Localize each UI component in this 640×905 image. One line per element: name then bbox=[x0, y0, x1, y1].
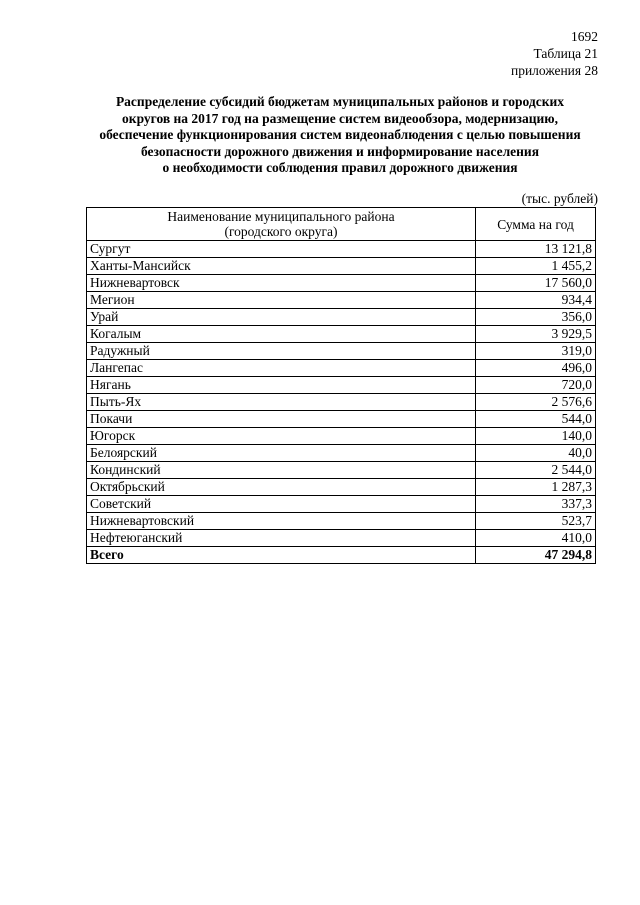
table-row bbox=[87, 292, 596, 309]
table-row bbox=[87, 513, 596, 530]
row-name-cell: Нефтеюганский bbox=[87, 530, 476, 547]
annex-label: приложения 28 bbox=[510, 63, 598, 78]
row-sum-cell: 1 287,3 bbox=[476, 479, 596, 496]
table-row bbox=[87, 479, 596, 496]
row-sum-cell: 410,0 bbox=[476, 530, 596, 547]
row-name-cell: Белоярский bbox=[87, 445, 476, 462]
row-name-cell: Советский bbox=[87, 496, 476, 513]
table-row bbox=[87, 275, 596, 292]
table-row bbox=[87, 530, 596, 547]
row-name-cell: Мегион bbox=[87, 292, 476, 309]
title-line: Распределение субсидий бюджетам муниципальных районов и городских bbox=[115, 94, 565, 109]
row-sum-cell: 3 929,5 bbox=[476, 326, 596, 343]
column-header-name-line1: Наименование муниципального района bbox=[167, 209, 395, 224]
table-row bbox=[87, 394, 596, 411]
table-row bbox=[87, 258, 596, 275]
row-name-cell: Покачи bbox=[87, 411, 476, 428]
title-line: безопасности дорожного движения и информирование населения bbox=[140, 143, 540, 159]
row-sum-cell: 2 544,0 bbox=[476, 462, 596, 479]
row-sum-cell: 40,0 bbox=[476, 445, 596, 462]
row-name-cell: Сургут bbox=[87, 241, 476, 258]
row-name-cell: Кондинский bbox=[87, 462, 476, 479]
title-line: округов на 2017 год на размещение систем видеообзора, модернизацию, bbox=[122, 110, 558, 126]
row-name-cell: Нягань bbox=[87, 377, 476, 394]
total-row bbox=[87, 547, 596, 564]
table-label: Таблица 21 bbox=[533, 46, 598, 61]
units-note: (тыс. рублей) bbox=[521, 191, 598, 206]
row-name-cell: Когалым bbox=[87, 326, 476, 343]
row-sum-cell: 319,0 bbox=[476, 343, 596, 360]
total-label-cell: Всего bbox=[87, 547, 476, 564]
row-sum-cell: 1 455,2 bbox=[476, 258, 596, 275]
table-row bbox=[87, 496, 596, 513]
subsidy-table bbox=[86, 207, 596, 564]
table-row bbox=[87, 343, 596, 360]
table-row bbox=[87, 241, 596, 258]
row-name-cell: Радужный bbox=[87, 343, 476, 360]
table-header-row bbox=[87, 208, 596, 241]
row-name-cell: Лангепас bbox=[87, 360, 476, 377]
row-sum-cell: 140,0 bbox=[476, 428, 596, 445]
row-name-cell: Югорск bbox=[87, 428, 476, 445]
row-name-cell: Пыть-Ях bbox=[87, 394, 476, 411]
row-sum-cell: 17 560,0 bbox=[476, 275, 596, 292]
row-sum-cell: 523,7 bbox=[476, 513, 596, 530]
row-sum-cell: 337,3 bbox=[476, 496, 596, 513]
row-name-cell: Октябрьский bbox=[87, 479, 476, 496]
table-row bbox=[87, 326, 596, 343]
row-sum-cell: 2 576,6 bbox=[476, 394, 596, 411]
table-row bbox=[87, 360, 596, 377]
row-name-cell: Нижневартовск bbox=[87, 275, 476, 292]
table-row bbox=[87, 411, 596, 428]
column-header-name-line2: (городского округа) bbox=[224, 224, 338, 239]
row-sum-cell: 356,0 bbox=[476, 309, 596, 326]
table-row bbox=[87, 462, 596, 479]
page-number: 1692 bbox=[571, 29, 598, 44]
column-header-name bbox=[87, 208, 476, 241]
row-name-cell: Нижневартовский bbox=[87, 513, 476, 530]
title-line: о необходимости соблюдения правил дорожного движения bbox=[162, 160, 518, 175]
table-row bbox=[87, 309, 596, 326]
table-row bbox=[87, 377, 596, 394]
table-row bbox=[87, 428, 596, 445]
table-row bbox=[87, 445, 596, 462]
row-name-cell: Ханты-Мансийск bbox=[87, 258, 476, 275]
row-sum-cell: 934,4 bbox=[476, 292, 596, 309]
row-sum-cell: 544,0 bbox=[476, 411, 596, 428]
row-sum-cell: 720,0 bbox=[476, 377, 596, 394]
document-title bbox=[80, 94, 600, 177]
row-sum-cell: 13 121,8 bbox=[476, 241, 596, 258]
row-name-cell: Урай bbox=[87, 309, 476, 326]
title-line: обеспечение функционирования систем видеонаблюдения с целью повышения bbox=[99, 127, 581, 142]
row-sum-cell: 496,0 bbox=[476, 360, 596, 377]
column-header-sum: Сумма на год bbox=[476, 208, 596, 241]
total-sum-cell: 47 294,8 bbox=[476, 547, 596, 564]
